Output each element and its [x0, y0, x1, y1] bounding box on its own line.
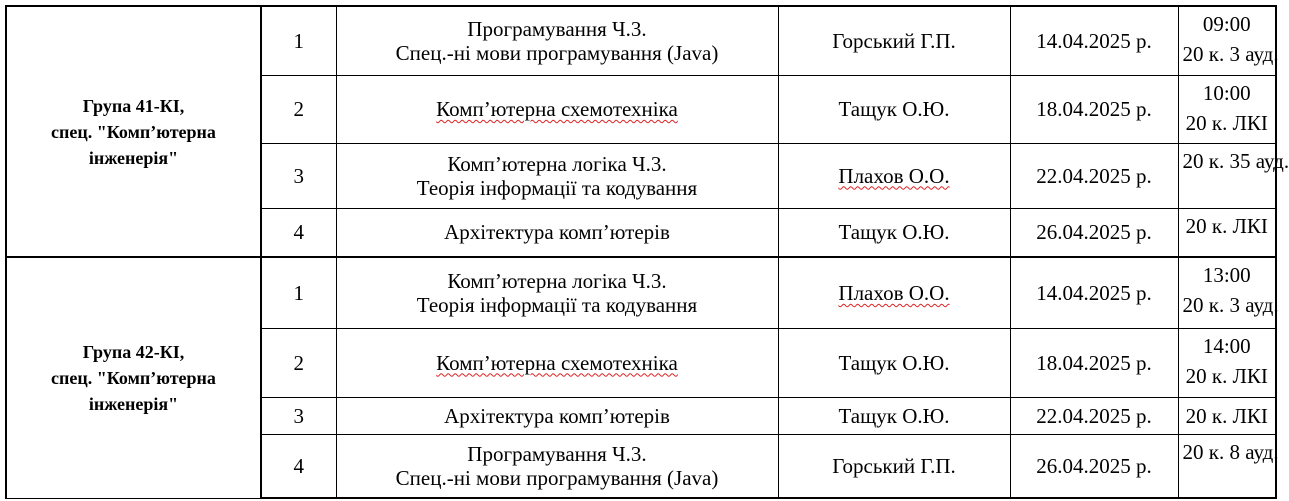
subject-name: Комп’ютерна схемотехніка [436, 97, 678, 122]
group-cell [6, 6, 261, 257]
date-cell: 26.04.2025 р. [1010, 208, 1178, 257]
teacher-cell: Тащук О.Ю. [778, 397, 1010, 435]
exam-room: 20 к. 35 ауд. [1182, 148, 1289, 173]
teacher-cell: Тащук О.Ю. [778, 328, 1010, 397]
group-title: Група 41-КІ, [82, 95, 185, 116]
group-specialty: спец. "Комп’ютерна [51, 367, 216, 388]
exam-time: 14:00 [1202, 333, 1251, 358]
group-specialty-cont: інженерія" [88, 147, 179, 168]
time-room-cell [1178, 397, 1276, 435]
exam-room: 20 к. ЛКІ [1185, 404, 1268, 429]
exam-room: 20 к. 8 ауд. [1182, 440, 1279, 465]
row-number: 4 [261, 208, 336, 257]
schedule-row [6, 257, 1276, 328]
exam-room: 20 к. ЛКІ [1185, 213, 1268, 238]
exam-room: 20 к. ЛКІ [1185, 110, 1268, 135]
subject-detail: Спец.-ні мови програмування (Java) [395, 40, 719, 65]
group-title: Група 42-КІ, [82, 341, 185, 362]
teacher-name: Плахов О.О. [838, 280, 950, 305]
subject-detail: Теорія інформації та кодування [416, 175, 698, 200]
subject-cell [336, 328, 778, 397]
subject-cell [336, 75, 778, 143]
teacher-cell [778, 257, 1010, 328]
date-cell: 22.04.2025 р. [1010, 397, 1178, 435]
date-cell: 14.04.2025 р. [1010, 6, 1178, 75]
subject-name: Програмування Ч.3. [467, 16, 647, 41]
row-number: 3 [261, 397, 336, 435]
exam-time: 10:00 [1202, 80, 1251, 105]
teacher-name: Плахов О.О. [838, 163, 950, 188]
exam-room: 20 к. ЛКІ [1185, 363, 1268, 388]
time-room-cell [1178, 435, 1279, 498]
exam-time: 09:00 [1202, 12, 1251, 36]
exam-room: 20 к. 3 ауд. [1182, 293, 1279, 318]
time-room-cell [1178, 257, 1279, 328]
row-number: 2 [261, 75, 336, 143]
date-cell: 26.04.2025 р. [1010, 435, 1178, 498]
group-specialty-cont: інженерія" [88, 393, 179, 414]
teacher-cell: Тащук О.Ю. [778, 208, 1010, 257]
time-room-cell [1178, 328, 1276, 397]
row-number: 1 [261, 257, 336, 328]
date-cell: 18.04.2025 р. [1010, 75, 1178, 143]
time-room-cell [1178, 208, 1276, 257]
subject-cell [336, 257, 778, 328]
row-number: 3 [261, 143, 336, 208]
teacher-cell [778, 143, 1010, 208]
time-room-cell [1178, 143, 1289, 208]
subject-name: Комп’ютерна логіка Ч.3. [447, 268, 667, 293]
subject-cell [336, 208, 778, 257]
teacher-cell: Горський Г.П. [778, 435, 1010, 498]
subject-detail: Теорія інформації та кодування [416, 292, 698, 317]
date-cell: 18.04.2025 р. [1010, 328, 1178, 397]
subject-name: Комп’ютерна схемотехніка [436, 350, 678, 375]
subject-name: Програмування Ч.3. [467, 442, 647, 467]
row-number: 2 [261, 328, 336, 397]
subject-cell [336, 6, 778, 75]
subject-name: Архітектура комп’ютерів [444, 404, 670, 429]
time-room-cell [1178, 6, 1279, 75]
date-cell: 14.04.2025 р. [1010, 257, 1178, 328]
exam-schedule-table [5, 5, 1289, 499]
row-number: 1 [261, 6, 336, 75]
subject-detail: Спец.-ні мови програмування (Java) [395, 466, 719, 491]
teacher-cell: Горський Г.П. [778, 6, 1010, 75]
subject-cell [336, 435, 778, 498]
subject-name: Архітектура комп’ютерів [444, 220, 670, 245]
schedule-row [6, 6, 1276, 75]
exam-room: 20 к. 3 ауд. [1182, 42, 1279, 66]
time-room-cell [1178, 75, 1276, 143]
row-number: 4 [261, 435, 336, 498]
teacher-cell: Тащук О.Ю. [778, 75, 1010, 143]
exam-time: 13:00 [1202, 263, 1251, 288]
date-cell: 22.04.2025 р. [1010, 143, 1178, 208]
subject-cell [336, 397, 778, 435]
group-specialty: спец. "Комп’ютерна [51, 121, 216, 142]
subject-name: Комп’ютерна логіка Ч.3. [447, 151, 667, 176]
subject-cell [336, 143, 778, 208]
group-cell [6, 257, 261, 498]
